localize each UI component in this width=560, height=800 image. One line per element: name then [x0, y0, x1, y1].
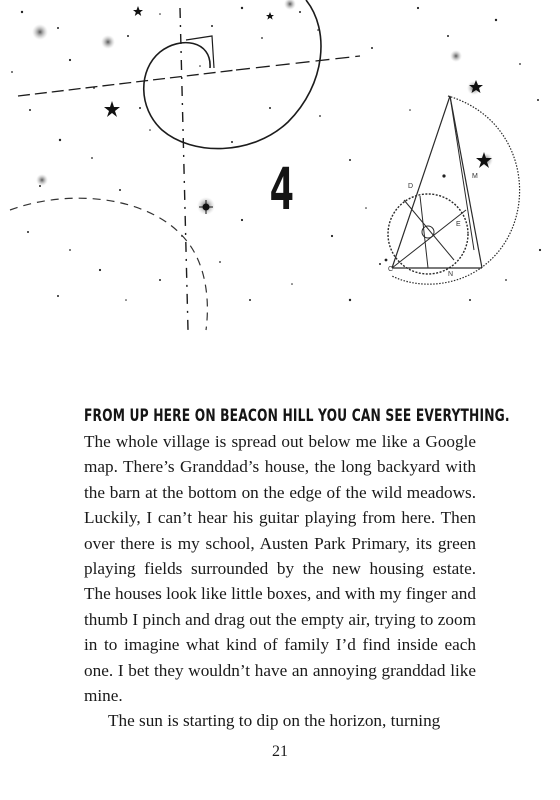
- diagram-label-m: M: [472, 173, 478, 180]
- diagram-label-e: E: [456, 221, 461, 228]
- diagram-label-d: D: [408, 183, 414, 190]
- spiral-icon: [18, 0, 360, 330]
- star-dust: [11, 7, 541, 301]
- paragraph: The sun is starting to dip on the horizon, turning: [108, 711, 441, 731]
- geometry-diagram-icon: [388, 96, 520, 284]
- diagram-label-n: N: [448, 271, 454, 278]
- chapter-number: 4: [269, 155, 293, 223]
- diagram-label-c: C: [388, 266, 394, 273]
- chapter-body: [84, 404, 510, 734]
- page-number: 21: [272, 743, 288, 760]
- dashed-orbit: [10, 198, 207, 330]
- paragraph: The whole village is spread out below me like a Google map. There’s Granddad’s house, the long backyard with the barn at the bottom on the edge of the wild meadows. Luckily, I can’t hear his guitar playing from here. Then over there is my school, Austen Park Primary, its green playing fields surrounded by the new housing estate. The houses look like little boxes, and with my finger and thumb I pinch and drag out the empty air, trying to zoom in to imagine what kind of family I’d find inside each one. I bet they wouldn’t have an annoying granddad like mine.: [84, 432, 476, 706]
- lead-in-heading: FROM UP HERE ON BEACON HILL YOU CAN SEE EVERYTHING.: [84, 406, 510, 425]
